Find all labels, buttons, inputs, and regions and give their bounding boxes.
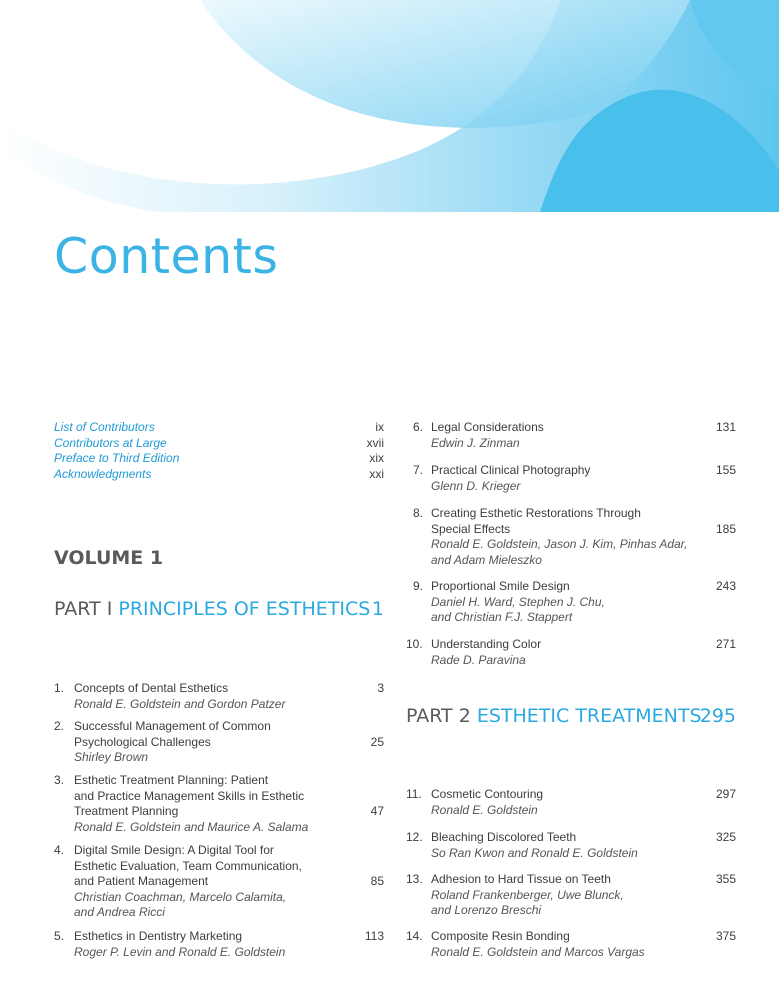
chapter-number: 4. xyxy=(54,843,65,857)
chapter-number: 13. xyxy=(406,872,423,886)
chapter-page: 185 xyxy=(715,521,736,536)
chapter-page: 297 xyxy=(715,787,736,801)
front-matter-page: xvii xyxy=(366,435,384,450)
chapter-entry[interactable] xyxy=(54,773,384,835)
front-matter-label: Preface to Third Edition xyxy=(54,451,180,465)
chapter-authors: Roger P. Levin and Ronald E. Goldstein xyxy=(74,944,286,959)
chapter-entry[interactable] xyxy=(406,872,736,919)
chapter-entry[interactable] xyxy=(54,719,384,766)
chapter-entry[interactable] xyxy=(406,579,736,626)
chapter-authors: Rade D. Paravina xyxy=(431,652,526,667)
chapter-page: 25 xyxy=(370,734,384,749)
chapter-authors: Ronald E. Goldstein, Jason J. Kim, Pinhas Adar, xyxy=(431,537,688,551)
front-matter-label: Contributors at Large xyxy=(54,435,167,450)
chapter-entry[interactable] xyxy=(406,637,736,668)
chapter-title-line: Digital Smile Design: A Digital Tool for xyxy=(74,843,274,857)
chapter-authors: Daniel H. Ward, Stephen J. Chu, xyxy=(431,594,605,609)
chapter-number: 10. xyxy=(406,637,423,651)
chapter-number: 1. xyxy=(54,681,65,695)
front-matter-label: List of Contributors xyxy=(54,420,155,434)
chapter-authors: and Adam Mieleszko xyxy=(431,552,542,567)
part-title: PRINCIPLES OF ESTHETICS xyxy=(118,598,371,620)
chapter-entry[interactable] xyxy=(54,681,384,712)
chapter-page: 113 xyxy=(364,929,384,943)
chapter-page: 47 xyxy=(370,804,384,818)
chapter-number: 3. xyxy=(54,773,65,787)
chapter-title-line: and Patient Management xyxy=(74,874,209,888)
front-matter-page: ix xyxy=(375,420,384,434)
part-heading-1 xyxy=(54,598,384,620)
chapter-page: 155 xyxy=(715,463,736,477)
chapter-authors: Ronald E. Goldstein xyxy=(431,802,538,817)
chapter-title-line: Concepts of Dental Esthetics xyxy=(74,681,229,695)
chapter-title-line: Practical Clinical Photography xyxy=(431,463,591,477)
chapter-authors: Edwin J. Zinman xyxy=(431,435,520,450)
part-number: PART I xyxy=(54,598,113,620)
chapter-number: 12. xyxy=(406,830,423,844)
chapter-title-line: Understanding Color xyxy=(431,637,542,651)
chapter-page: 271 xyxy=(715,637,736,651)
chapter-page: 3 xyxy=(377,681,384,695)
chapter-title-line: Composite Resin Bonding xyxy=(431,929,570,943)
chapter-title-line: Legal Considerations xyxy=(431,420,544,434)
chapter-title-line: Esthetics in Dentistry Marketing xyxy=(74,929,243,943)
chapter-entry[interactable] xyxy=(406,787,736,818)
chapter-page: 325 xyxy=(715,830,736,844)
chapter-title-line: Psychological Challenges xyxy=(74,734,211,749)
chapter-authors: Glenn D. Krieger xyxy=(431,478,521,493)
chapter-title-line: Cosmetic Contouring xyxy=(431,787,544,801)
chapter-authors: Ronald E. Goldstein and Maurice A. Salama xyxy=(74,819,309,834)
chapter-title-line: Esthetic Evaluation, Team Communication, xyxy=(74,858,302,873)
chapter-authors: Roland Frankenberger, Uwe Blunck, xyxy=(431,887,624,902)
chapter-number: 14. xyxy=(406,929,423,943)
chapter-title-line: Creating Esthetic Restorations Through xyxy=(431,506,641,520)
chapter-entry[interactable] xyxy=(406,830,736,861)
chapter-number: 6. xyxy=(413,420,424,434)
chapter-title-line: and Practice Management Skills in Esthetic xyxy=(74,788,305,803)
chapter-title-line: Successful Management of Common xyxy=(74,719,271,733)
chapter-title-line: Special Effects xyxy=(431,521,511,536)
chapter-authors: Shirley Brown xyxy=(74,750,149,764)
part-title: ESTHETIC TREATMENTS xyxy=(476,705,702,727)
chapter-title-line: Proportional Smile Design xyxy=(431,579,570,593)
chapter-number: 9. xyxy=(413,579,424,593)
chapter-title-line: Bleaching Discolored Teeth xyxy=(431,830,577,844)
front-matter-page: xxi xyxy=(369,466,384,481)
chapter-number: 5. xyxy=(54,929,65,943)
chapter-entry[interactable] xyxy=(54,843,384,921)
chapter-number: 2. xyxy=(54,719,65,733)
chapter-number: 11. xyxy=(406,787,422,801)
chapter-entry[interactable] xyxy=(406,463,736,494)
chapter-authors: So Ran Kwon and Ronald E. Goldstein xyxy=(431,845,638,860)
chapter-page: 131 xyxy=(715,420,736,434)
front-matter-item[interactable] xyxy=(54,467,384,483)
chapter-authors: and Andrea Ricci xyxy=(74,905,165,919)
part-page: 295 xyxy=(699,705,736,727)
chapter-authors: Christian Coachman, Marcelo Calamita, xyxy=(74,889,287,904)
chapter-title-line: Adhesion to Hard Tissue on Teeth xyxy=(431,872,611,886)
chapter-entry[interactable] xyxy=(406,929,736,960)
chapter-entry[interactable] xyxy=(54,929,384,960)
chapter-page: 375 xyxy=(715,929,736,943)
chapter-page: 243 xyxy=(715,579,736,593)
chapter-entry[interactable] xyxy=(406,506,736,568)
front-matter-item[interactable] xyxy=(54,436,384,452)
front-matter-item[interactable] xyxy=(54,451,384,467)
chapter-title-line: Treatment Planning xyxy=(74,804,179,818)
page-title: Contents xyxy=(54,228,279,285)
volume-heading: VOLUME 1 xyxy=(54,547,164,569)
chapter-title-line: Esthetic Treatment Planning: Patient xyxy=(74,773,269,787)
chapter-number: 8. xyxy=(413,506,424,520)
chapter-authors: and Lorenzo Breschi xyxy=(431,903,542,917)
chapter-authors: Ronald E. Goldstein and Marcos Vargas xyxy=(431,944,645,959)
chapter-authors: and Christian F.J. Stappert xyxy=(431,610,573,624)
chapter-page: 85 xyxy=(370,874,384,888)
part-heading-2 xyxy=(406,705,736,727)
chapter-number: 7. xyxy=(413,463,424,477)
front-matter-list xyxy=(54,420,384,482)
front-matter-item[interactable] xyxy=(54,420,384,436)
chapter-page: 355 xyxy=(715,872,736,886)
front-matter-label: Acknowledgments xyxy=(54,466,152,481)
chapter-entry[interactable] xyxy=(406,420,736,451)
part-page: 1 xyxy=(371,598,384,620)
chapter-authors: Ronald E. Goldstein and Gordon Patzer xyxy=(74,696,286,711)
part-number: PART 2 xyxy=(406,705,471,727)
header-banner xyxy=(0,0,779,212)
front-matter-page: xix xyxy=(369,451,384,465)
